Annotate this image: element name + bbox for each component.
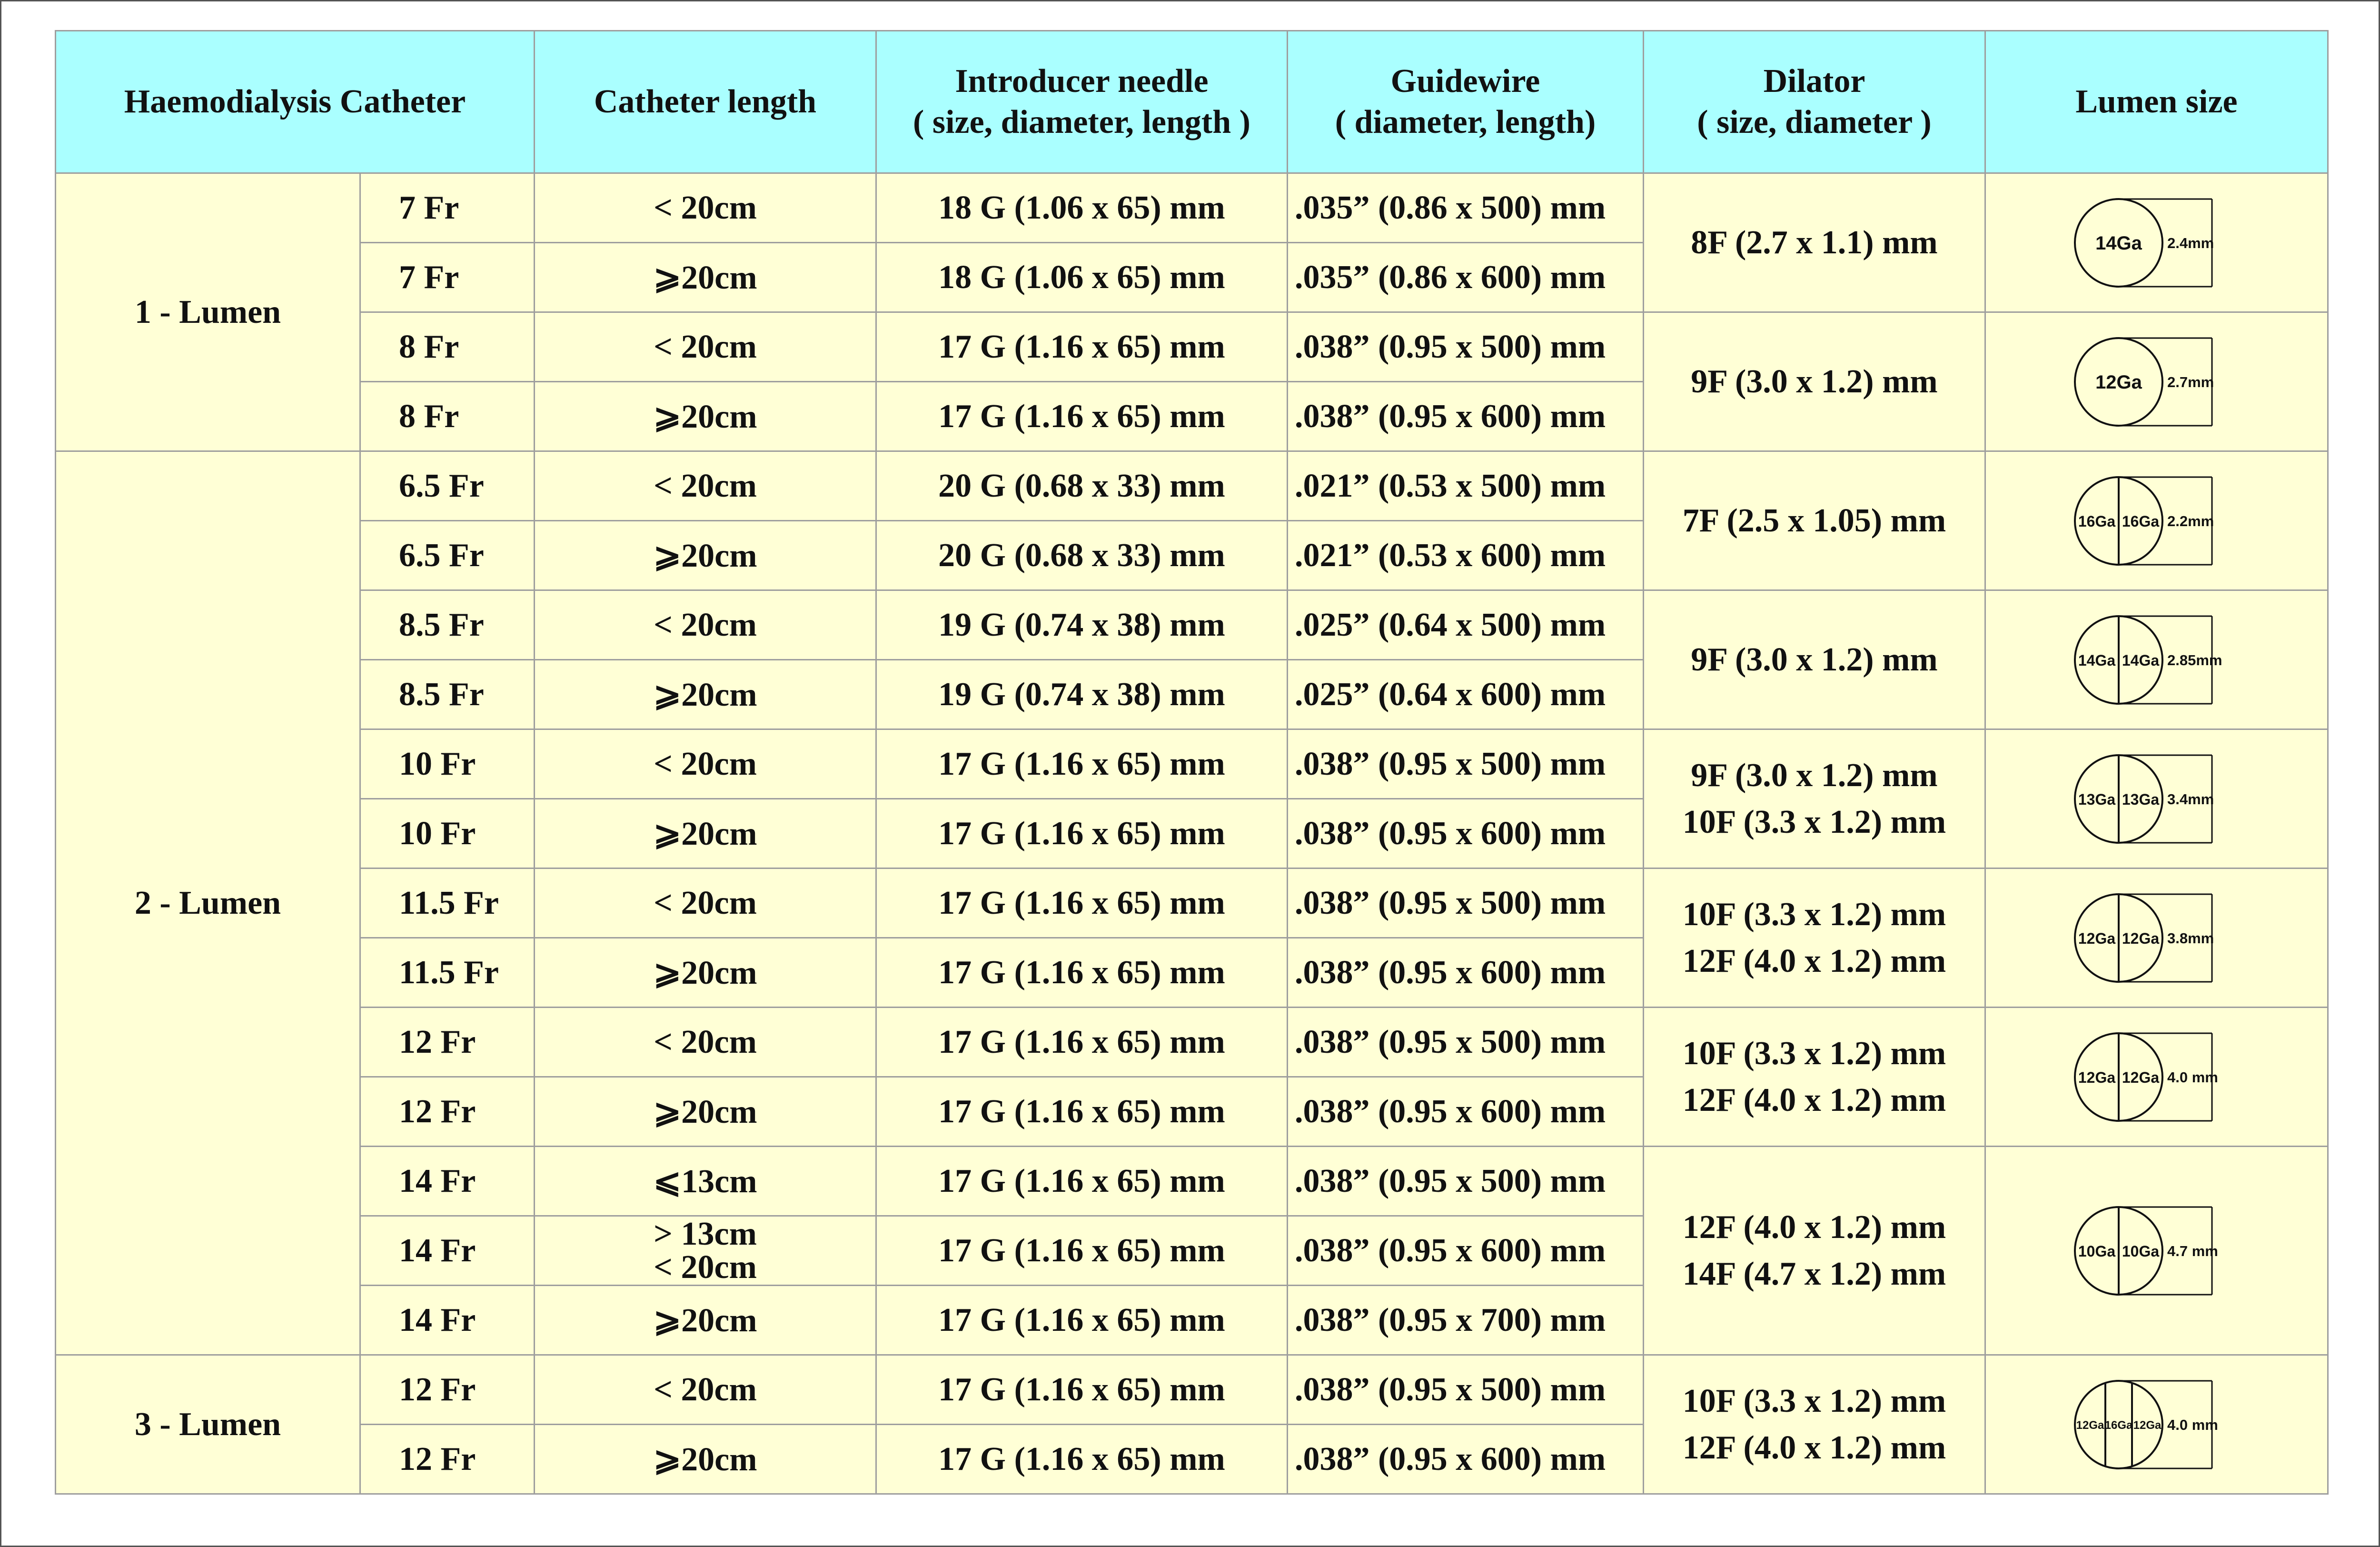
french-size-cell — [360, 1425, 535, 1494]
dilator-value: 12F (4.0 x 1.2) mm — [1682, 1208, 1946, 1246]
guidewire-cell — [1288, 312, 1644, 382]
catheter-length-cell — [535, 799, 876, 868]
introducer-needle-cell — [876, 1008, 1288, 1077]
lumen-group-cell — [56, 173, 360, 451]
table-row — [56, 451, 2328, 521]
lumen-gauge-label: 12Ga — [2078, 1068, 2115, 1086]
catheter-length-cell — [535, 243, 876, 312]
header-dilator-subtitle: ( size, diameter ) — [1697, 104, 1932, 140]
dilator-cell — [1644, 590, 1985, 729]
introducer-needle-value: 17 G (1.16 x 65) mm — [938, 815, 1225, 852]
lumen-cross-section-diagram — [2071, 751, 2242, 847]
dilator-value: 9F (3.0 x 1.2) mm — [1691, 641, 1938, 678]
french-size-cell — [360, 868, 535, 938]
dilator-cell — [1644, 451, 1985, 590]
guidewire-value: .035” (0.86 x 600) mm — [1295, 259, 1606, 296]
header-lumen — [1985, 31, 2328, 173]
header-lumen-label: Lumen size — [2075, 83, 2238, 120]
header-guidewire — [1288, 31, 1644, 173]
lumen-cross-section-diagram — [2071, 1203, 2242, 1298]
french-size-cell — [360, 451, 535, 521]
catheter-spec-table — [55, 30, 2329, 1495]
header-guidewire-subtitle: ( diameter, length) — [1335, 104, 1596, 140]
french-size-value: 12 Fr — [399, 1023, 476, 1060]
catheter-length-cell — [535, 1008, 876, 1077]
catheter-length-cell — [535, 451, 876, 521]
dilator-value: 14F (4.7 x 1.2) mm — [1682, 1255, 1946, 1292]
header-catheter-label: Haemodialysis Catheter — [124, 83, 466, 120]
guidewire-value: .038” (0.95 x 600) mm — [1295, 1093, 1606, 1130]
introducer-needle-cell — [876, 938, 1288, 1008]
french-size-value: 8.5 Fr — [399, 606, 484, 643]
lumen-group-label: 3 - Lumen — [134, 1406, 281, 1443]
table-row — [56, 312, 2328, 382]
introducer-needle-value: 17 G (1.16 x 65) mm — [938, 1440, 1225, 1477]
french-size-value: 14 Fr — [399, 1301, 476, 1338]
french-size-value: 7 Fr — [399, 189, 459, 226]
lumen-size-cell — [1985, 451, 2328, 590]
catheter-length-value: < 20cm — [654, 467, 757, 504]
header-length — [535, 31, 876, 173]
french-size-cell — [360, 590, 535, 660]
guidewire-value: .038” (0.95 x 600) mm — [1295, 1440, 1606, 1477]
lumen-size-cell — [1985, 868, 2328, 1008]
introducer-needle-cell — [876, 243, 1288, 312]
catheter-length-value: ⩾20cm — [653, 1302, 757, 1339]
introducer-needle-cell — [876, 1425, 1288, 1494]
table-row — [56, 590, 2328, 660]
catheter-length-value: ⩾20cm — [653, 259, 757, 296]
introducer-needle-cell — [876, 451, 1288, 521]
lumen-group-label: 1 - Lumen — [134, 293, 281, 330]
table-row — [56, 173, 2328, 243]
introducer-needle-value: 17 G (1.16 x 65) mm — [938, 1023, 1225, 1060]
introducer-needle-cell — [876, 312, 1288, 382]
french-size-cell — [360, 938, 535, 1008]
introducer-needle-cell — [876, 660, 1288, 729]
lumen-size-cell — [1985, 1147, 2328, 1355]
lumen-cross-section-diagram — [2071, 473, 2242, 569]
catheter-length-cell — [535, 938, 876, 1008]
guidewire-cell — [1288, 590, 1644, 660]
lumen-size-cell — [1985, 729, 2328, 868]
introducer-needle-cell — [876, 521, 1288, 590]
lumen-dimension-label: 4.0 mm — [2167, 1068, 2218, 1086]
catheter-length-cell — [535, 312, 876, 382]
french-size-cell — [360, 729, 535, 799]
catheter-length-value: ⩾20cm — [653, 677, 757, 713]
dilator-cell — [1644, 1008, 1985, 1147]
header-needle-subtitle: ( size, diameter, length ) — [913, 104, 1250, 140]
dilator-value: 10F (3.3 x 1.2) mm — [1682, 1382, 1946, 1419]
header-dilator-title: Dilator — [1763, 63, 1865, 100]
french-size-value: 8.5 Fr — [399, 676, 484, 713]
lumen-dimension-label: 2.7mm — [2167, 373, 2214, 390]
lumen-size-cell — [1985, 173, 2328, 312]
guidewire-cell — [1288, 868, 1644, 938]
header-row — [56, 31, 2328, 173]
catheter-length-cell — [535, 590, 876, 660]
french-size-value: 14 Fr — [399, 1232, 476, 1269]
lumen-cross-section-diagram — [2071, 890, 2242, 986]
guidewire-value: .021” (0.53 x 600) mm — [1295, 537, 1606, 574]
guidewire-cell — [1288, 173, 1644, 243]
french-size-value: 6.5 Fr — [399, 467, 484, 504]
catheter-length-value: ⩾20cm — [653, 816, 757, 852]
french-size-value: 12 Fr — [399, 1371, 476, 1408]
lumen-dimension-label: 4.0 mm — [2167, 1416, 2218, 1433]
lumen-cross-section-diagram — [2071, 1377, 2242, 1472]
guidewire-value: .038” (0.95 x 600) mm — [1295, 954, 1606, 991]
table-body — [56, 173, 2328, 1494]
header-needle-title: Introducer needle — [955, 63, 1209, 100]
catheter-length-value: ⩾20cm — [653, 1094, 757, 1130]
french-size-cell — [360, 312, 535, 382]
introducer-needle-value: 19 G (0.74 x 38) mm — [938, 676, 1225, 713]
introducer-needle-cell — [876, 1147, 1288, 1216]
catheter-length-value: ⩾20cm — [653, 955, 757, 991]
guidewire-cell — [1288, 1355, 1644, 1425]
header-length-label: Catheter length — [594, 83, 817, 120]
lumen-dimension-label: 3.4mm — [2167, 790, 2214, 808]
guidewire-cell — [1288, 521, 1644, 590]
lumen-gauge-label: 12Ga — [2095, 371, 2142, 393]
introducer-needle-value: 19 G (0.74 x 38) mm — [938, 606, 1225, 643]
introducer-needle-value: 18 G (1.06 x 65) mm — [938, 189, 1225, 226]
french-size-cell — [360, 1008, 535, 1077]
lumen-dimension-label: 2.2mm — [2167, 512, 2214, 529]
catheter-length-value: < 20cm — [654, 189, 757, 226]
lumen-gauge-label: 10Ga — [2122, 1242, 2159, 1260]
catheter-length-cell — [535, 729, 876, 799]
dilator-cell — [1644, 1147, 1985, 1355]
lumen-gauge-label: 16Ga — [2078, 512, 2115, 530]
lumen-cross-section-diagram — [2071, 1029, 2242, 1125]
dilator-cell — [1644, 312, 1985, 451]
french-size-cell — [360, 1077, 535, 1147]
lumen-group-label: 2 - Lumen — [134, 884, 281, 921]
table-row — [56, 1147, 2328, 1216]
introducer-needle-value: 17 G (1.16 x 65) mm — [938, 1371, 1225, 1408]
french-size-value: 7 Fr — [399, 259, 459, 296]
catheter-length-value: ⩾20cm — [653, 538, 757, 574]
dilator-cell — [1644, 173, 1985, 312]
guidewire-cell — [1288, 1008, 1644, 1077]
catheter-length-value: ⩾20cm — [653, 399, 757, 435]
lumen-size-cell — [1985, 312, 2328, 451]
guidewire-value: .038” (0.95 x 700) mm — [1295, 1301, 1606, 1338]
guidewire-value: .021” (0.53 x 500) mm — [1295, 467, 1606, 504]
lumen-cross-section-diagram — [2071, 195, 2242, 290]
catheter-length-cell — [535, 521, 876, 590]
dilator-value: 9F (3.0 x 1.2) mm — [1691, 363, 1938, 400]
introducer-needle-value: 17 G (1.16 x 65) mm — [938, 1162, 1225, 1199]
french-size-value: 10 Fr — [399, 745, 476, 782]
catheter-length-cell — [535, 1425, 876, 1494]
french-size-value: 14 Fr — [399, 1162, 476, 1199]
lumen-dimension-label: 2.85mm — [2167, 651, 2222, 669]
french-size-value: 12 Fr — [399, 1440, 476, 1477]
lumen-size-cell — [1985, 590, 2328, 729]
catheter-length-cell — [535, 1355, 876, 1425]
guidewire-value: .038” (0.95 x 600) mm — [1295, 815, 1606, 852]
dilator-value: 10F (3.3 x 1.2) mm — [1682, 1035, 1946, 1072]
catheter-length-value: < 20cm — [654, 884, 757, 921]
french-size-value: 10 Fr — [399, 815, 476, 852]
guidewire-value: .038” (0.95 x 500) mm — [1295, 1023, 1606, 1060]
lumen-gauge-label: 16Ga — [2122, 512, 2159, 530]
lumen-gauge-label: 14Ga — [2122, 651, 2159, 669]
lumen-group-cell — [56, 1355, 360, 1494]
lumen-gauge-label: 16Ga — [2104, 1418, 2132, 1432]
french-size-value: 11.5 Fr — [399, 884, 499, 921]
introducer-needle-value: 18 G (1.06 x 65) mm — [938, 259, 1225, 296]
catheter-length-value: < 20cm — [654, 745, 757, 782]
guidewire-value: .038” (0.95 x 500) mm — [1295, 1371, 1606, 1408]
dilator-cell — [1644, 729, 1985, 868]
catheter-length-cell — [535, 382, 876, 451]
introducer-needle-cell — [876, 173, 1288, 243]
lumen-gauge-label: 12Ga — [2133, 1418, 2161, 1432]
introducer-needle-cell — [876, 590, 1288, 660]
lumen-gauge-label: 10Ga — [2078, 1242, 2115, 1260]
header-dilator — [1644, 31, 1985, 173]
table-row — [56, 1008, 2328, 1077]
dilator-value: 7F (2.5 x 1.05) mm — [1682, 502, 1946, 539]
introducer-needle-cell — [876, 799, 1288, 868]
dilator-value: 12F (4.0 x 1.2) mm — [1682, 1429, 1946, 1466]
dilator-value: 10F (3.3 x 1.2) mm — [1682, 896, 1946, 933]
introducer-needle-cell — [876, 1077, 1288, 1147]
french-size-cell — [360, 521, 535, 590]
guidewire-cell — [1288, 1077, 1644, 1147]
catheter-length-value: < 20cm — [654, 1248, 757, 1286]
introducer-needle-value: 17 G (1.16 x 65) mm — [938, 954, 1225, 991]
dilator-cell — [1644, 1355, 1985, 1494]
french-size-cell — [360, 173, 535, 243]
introducer-needle-value: 17 G (1.16 x 65) mm — [938, 398, 1225, 435]
introducer-needle-value: 17 G (1.16 x 65) mm — [938, 745, 1225, 782]
table-row — [56, 868, 2328, 938]
introducer-needle-value: 17 G (1.16 x 65) mm — [938, 328, 1225, 365]
french-size-value: 8 Fr — [399, 398, 459, 435]
lumen-gauge-label: 12Ga — [2078, 929, 2115, 947]
catheter-length-value: < 20cm — [654, 328, 757, 365]
guidewire-cell — [1288, 451, 1644, 521]
guidewire-value: .038” (0.95 x 500) mm — [1295, 1162, 1606, 1199]
catheter-length-value: > 13cm — [654, 1215, 757, 1252]
guidewire-cell — [1288, 799, 1644, 868]
french-size-cell — [360, 382, 535, 451]
french-size-cell — [360, 1286, 535, 1355]
lumen-dimension-label: 2.4mm — [2167, 234, 2214, 251]
french-size-value: 6.5 Fr — [399, 537, 484, 574]
catheter-length-value: ⩾20cm — [653, 1441, 757, 1478]
guidewire-cell — [1288, 243, 1644, 312]
header-guidewire-title: Guidewire — [1390, 63, 1540, 100]
lumen-gauge-label: 12Ga — [2076, 1418, 2104, 1432]
french-size-cell — [360, 243, 535, 312]
catheter-length-cell — [535, 1216, 876, 1286]
lumen-gauge-label: 12Ga — [2122, 929, 2159, 947]
lumen-gauge-label: 14Ga — [2095, 232, 2142, 254]
french-size-cell — [360, 1216, 535, 1286]
introducer-needle-cell — [876, 1286, 1288, 1355]
guidewire-cell — [1288, 1216, 1644, 1286]
catheter-length-value: ⩽13cm — [653, 1163, 757, 1200]
catheter-length-cell — [535, 868, 876, 938]
guidewire-cell — [1288, 938, 1644, 1008]
lumen-cross-section-diagram — [2071, 612, 2242, 708]
french-size-cell — [360, 660, 535, 729]
lumen-dimension-label: 4.7 mm — [2167, 1242, 2218, 1259]
french-size-cell — [360, 799, 535, 868]
introducer-needle-value: 20 G (0.68 x 33) mm — [938, 467, 1225, 504]
table-row — [56, 729, 2328, 799]
guidewire-value: .025” (0.64 x 500) mm — [1295, 606, 1606, 643]
introducer-needle-value: 17 G (1.16 x 65) mm — [938, 884, 1225, 921]
table-row — [56, 1355, 2328, 1425]
introducer-needle-cell — [876, 1355, 1288, 1425]
lumen-gauge-label: 12Ga — [2122, 1068, 2159, 1086]
dilator-value: 8F (2.7 x 1.1) mm — [1691, 224, 1938, 261]
lumen-size-cell — [1985, 1008, 2328, 1147]
lumen-gauge-label: 13Ga — [2122, 790, 2159, 808]
introducer-needle-value: 17 G (1.16 x 65) mm — [938, 1301, 1225, 1338]
dilator-value: 12F (4.0 x 1.2) mm — [1682, 1081, 1946, 1118]
guidewire-value: .025” (0.64 x 600) mm — [1295, 676, 1606, 713]
catheter-length-cell — [535, 1286, 876, 1355]
catheter-length-cell — [535, 1147, 876, 1216]
guidewire-cell — [1288, 1286, 1644, 1355]
french-size-value: 12 Fr — [399, 1093, 476, 1130]
guidewire-cell — [1288, 382, 1644, 451]
introducer-needle-value: 17 G (1.16 x 65) mm — [938, 1093, 1225, 1130]
catheter-length-value: < 20cm — [654, 1023, 757, 1060]
lumen-dimension-label: 3.8mm — [2167, 929, 2214, 947]
french-size-value: 11.5 Fr — [399, 954, 499, 991]
dilator-value: 12F (4.0 x 1.2) mm — [1682, 942, 1946, 979]
guidewire-value: .038” (0.95 x 500) mm — [1295, 328, 1606, 365]
french-size-value: 8 Fr — [399, 328, 459, 365]
header-needle — [876, 31, 1288, 173]
french-size-cell — [360, 1355, 535, 1425]
catheter-length-cell — [535, 1077, 876, 1147]
lumen-group-cell — [56, 451, 360, 1355]
introducer-needle-cell — [876, 868, 1288, 938]
french-size-cell — [360, 1147, 535, 1216]
guidewire-cell — [1288, 729, 1644, 799]
dilator-value: 9F (3.0 x 1.2) mm — [1691, 757, 1938, 794]
catheter-length-value: < 20cm — [654, 606, 757, 643]
guidewire-value: .038” (0.95 x 600) mm — [1295, 398, 1606, 435]
introducer-needle-value: 17 G (1.16 x 65) mm — [938, 1232, 1225, 1269]
lumen-cross-section-diagram — [2071, 334, 2242, 429]
lumen-gauge-label: 14Ga — [2078, 651, 2115, 669]
guidewire-value: .035” (0.86 x 500) mm — [1295, 189, 1606, 226]
guidewire-value: .038” (0.95 x 600) mm — [1295, 1232, 1606, 1269]
introducer-needle-cell — [876, 1216, 1288, 1286]
introducer-needle-cell — [876, 382, 1288, 451]
catheter-length-cell — [535, 173, 876, 243]
guidewire-value: .038” (0.95 x 500) mm — [1295, 745, 1606, 782]
header-catheter — [56, 31, 535, 173]
guidewire-cell — [1288, 1425, 1644, 1494]
guidewire-value: .038” (0.95 x 500) mm — [1295, 884, 1606, 921]
dilator-value: 10F (3.3 x 1.2) mm — [1682, 803, 1946, 840]
introducer-needle-value: 20 G (0.68 x 33) mm — [938, 537, 1225, 574]
lumen-size-cell — [1985, 1355, 2328, 1494]
dilator-cell — [1644, 868, 1985, 1008]
guidewire-cell — [1288, 660, 1644, 729]
lumen-gauge-label: 13Ga — [2078, 790, 2115, 808]
catheter-length-value: < 20cm — [654, 1371, 757, 1408]
guidewire-cell — [1288, 1147, 1644, 1216]
introducer-needle-cell — [876, 729, 1288, 799]
catheter-length-cell — [535, 660, 876, 729]
